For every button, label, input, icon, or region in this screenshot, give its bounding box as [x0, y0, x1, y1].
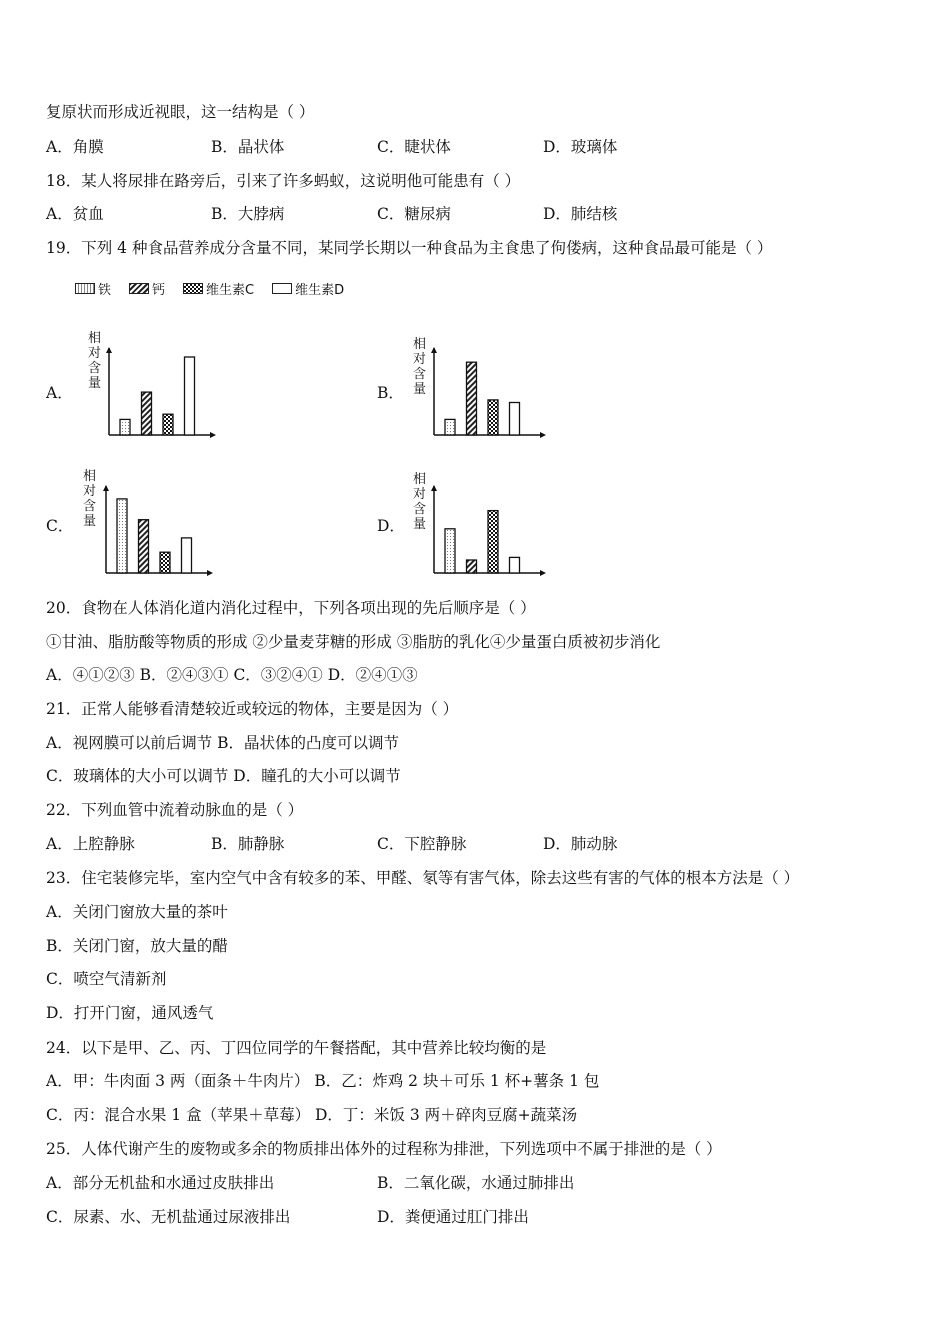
q22-option-c: C．下腔静脉 [377, 835, 467, 853]
q23-option-b: B．关闭门窗，放大量的醋 [46, 937, 228, 955]
q23-option-d: D．打开门窗，通风透气 [46, 1004, 214, 1022]
bar-vitamin-c [488, 511, 498, 573]
q19-stem: 19．下列 4 种食品营养成分含量不同，某同学长期以一种食品为主食患了佝偻病，这种食品最可能是（ ） [46, 239, 773, 257]
bar-iron [120, 419, 130, 435]
q17-option-a: A．角膜 [46, 138, 104, 156]
q18-option-a: A．贫血 [46, 205, 104, 223]
bar-vitamin-d [182, 538, 192, 573]
chart-b-label: B． [377, 384, 404, 402]
ylabel-char: 含 [413, 367, 427, 382]
y-axis-arrow-icon [103, 485, 109, 491]
legend-vitamin-d [272, 279, 344, 298]
bar-vitamin-d [185, 357, 195, 435]
bar-calcium [142, 392, 152, 435]
q17-option-b: B．晶状体 [211, 138, 285, 156]
q23-option-c: C．喷空气清新剂 [46, 970, 167, 988]
legend-label: 钙 [152, 283, 166, 298]
q25-stem: 25．人体代谢产生的废物或多余的物质排出体外的过程称为排泄，下列选项中不属于排泄的是（ ） [46, 1140, 722, 1158]
checkered-swatch-icon [183, 283, 203, 294]
blank-swatch-icon [272, 283, 292, 294]
q17-option-d: D．玻璃体 [543, 138, 618, 156]
q25-option-b: B．二氧化碳，水通过肺排出 [377, 1174, 575, 1192]
q21-options-line2: C．玻璃体的大小可以调节 D．瞳孔的大小可以调节 [46, 767, 401, 785]
bar-vitamin-c [160, 552, 170, 573]
bar-calcium [467, 560, 477, 573]
ylabel-char: 对 [413, 487, 427, 502]
y-axis-arrow-icon [106, 347, 112, 353]
q21-stem: 21．正常人能够看清楚较近或较远的物体，主要是因为（ ） [46, 700, 459, 718]
ylabel-char: 含 [88, 361, 102, 376]
x-axis-arrow-icon [210, 432, 216, 438]
bar-vitamin-c [488, 400, 498, 435]
ylabel-char: 量 [413, 382, 427, 397]
ylabel-char: 量 [413, 517, 427, 532]
q18-stem: 18．某人将尿排在路旁后，引来了许多蚂蚁，这说明他可能患有（ ） [46, 172, 521, 190]
q20-items: ①甘油、脂肪酸等物质的形成 ②少量麦芽糖的形成 ③脂肪的乳化④少量蛋白质被初步消化 [46, 633, 661, 651]
q24-stem: 24．以下是甲、乙、丙、丁四位同学的午餐搭配，其中营养比较均衡的是 [46, 1039, 547, 1057]
y-axis-arrow-icon [431, 347, 437, 353]
chart-d-label: D． [377, 517, 405, 535]
ylabel-char: 对 [413, 352, 427, 367]
q25-option-d: D．粪便通过肛门排出 [377, 1208, 529, 1226]
x-axis-arrow-icon [207, 570, 213, 576]
q22-option-b: B．肺静脉 [211, 835, 285, 853]
chart-legend [75, 279, 344, 298]
chart-d [425, 478, 550, 578]
bar-vitamin-d [510, 557, 520, 573]
chart-c-ylabel [83, 469, 97, 529]
dotted-swatch-icon [75, 283, 95, 294]
q22-option-a: A．上腔静脉 [46, 835, 135, 853]
bar-vitamin-c [163, 414, 173, 435]
q17-stem: 复原状而形成近视眼，这一结构是（ ） [46, 103, 315, 121]
q20-stem: 20．食物在人体消化道内消化过程中，下列各项出现的先后顺序是（ ） [46, 599, 536, 617]
chart-a [100, 340, 220, 440]
chart-c [97, 478, 217, 578]
ylabel-char: 相 [413, 472, 427, 487]
q25-option-c: C．尿素、水、无机盐通过尿液排出 [46, 1208, 291, 1226]
q22-stem: 22．下列血管中流着动脉血的是（ ） [46, 801, 304, 819]
ylabel-char: 相 [413, 337, 427, 352]
hatched-swatch-icon [129, 283, 149, 294]
q18-option-d: D．肺结核 [543, 205, 618, 223]
legend-label: 维生素D [295, 283, 345, 298]
bar-calcium [467, 362, 477, 435]
bar-calcium [139, 520, 149, 573]
chart-a-label: A． [46, 384, 73, 402]
chart-b [425, 340, 550, 440]
q22-option-d: D．肺动脉 [543, 835, 618, 853]
legend-vitamin-c [183, 279, 254, 298]
legend-label: 维生素C [206, 283, 255, 298]
bar-iron [117, 499, 127, 573]
q23-option-a: A．关闭门窗放大量的茶叶 [46, 903, 228, 921]
bar-iron [445, 529, 455, 573]
ylabel-char: 相 [83, 469, 97, 484]
q25-option-a: A．部分无机盐和水通过皮肤排出 [46, 1174, 275, 1192]
legend-calcium [129, 279, 165, 298]
y-axis-arrow-icon [431, 485, 437, 491]
q21-options-line1: A．视网膜可以前后调节 B．晶状体的凸度可以调节 [46, 734, 400, 752]
q18-option-b: B．大脖病 [211, 205, 285, 223]
q20-options: A．④①②③ B．②④③① C．③②④① D．②④①③ [46, 666, 418, 684]
ylabel-char: 量 [88, 376, 102, 391]
chart-c-label: C． [46, 517, 74, 535]
ylabel-char: 相 [88, 331, 102, 346]
legend-iron [75, 279, 111, 298]
bar-iron [445, 419, 455, 435]
bar-vitamin-d [510, 403, 520, 436]
q18-option-c: C．糖尿病 [377, 205, 451, 223]
ylabel-char: 量 [83, 514, 97, 529]
q17-option-c: C．睫状体 [377, 138, 451, 156]
ylabel-char: 含 [83, 499, 97, 514]
x-axis-arrow-icon [540, 570, 546, 576]
q24-options-line1: A．甲：牛肉面 3 两（面条＋牛肉片） B．乙：炸鸡 2 块＋可乐 1 杯+薯条 1 包 [46, 1072, 600, 1090]
ylabel-char: 对 [83, 484, 97, 499]
x-axis-arrow-icon [540, 432, 546, 438]
legend-label: 铁 [98, 283, 112, 298]
ylabel-char: 含 [413, 502, 427, 517]
q24-options-line2: C．丙：混合水果 1 盒（苹果＋草莓） D．丁：米饭 3 两＋碎肉豆腐+蔬菜汤 [46, 1106, 578, 1124]
q23-stem: 23．住宅装修完毕，室内空气中含有较多的苯、甲醛、氡等有害气体，除去这些有害的气体的根本方法是（ ） [46, 869, 800, 887]
ylabel-char: 对 [88, 346, 102, 361]
